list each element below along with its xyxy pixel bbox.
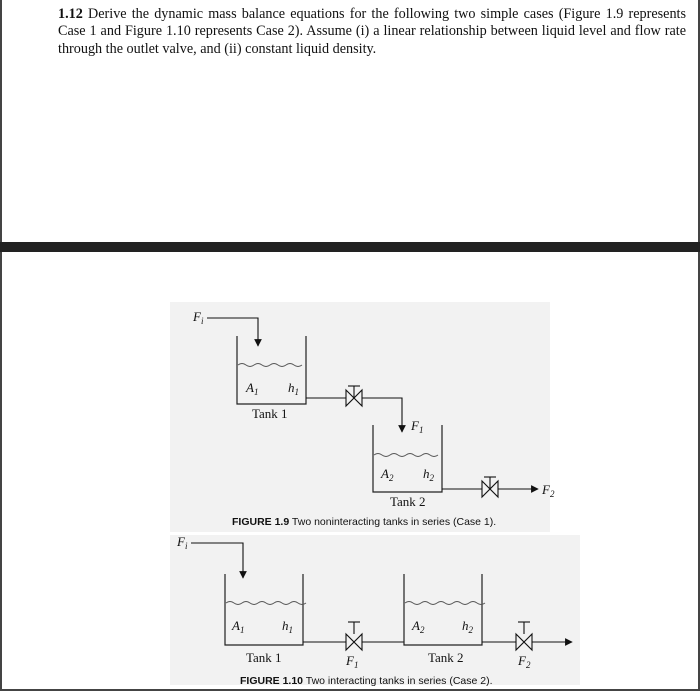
fig9-tank1-name: Tank 1 xyxy=(252,406,288,421)
section-divider xyxy=(0,242,700,252)
question-text xyxy=(58,6,686,58)
fig10-tank2-name: Tank 2 xyxy=(428,650,464,665)
figure-1-9 xyxy=(170,302,555,532)
fig9-tank2-name: Tank 2 xyxy=(390,494,426,509)
fig9-caption: FIGURE 1.9 Two noninteracting tanks in series (Case 1). xyxy=(232,516,497,528)
figure-1-9-background xyxy=(170,302,550,532)
fig9-flow1-label: $F_1$ xyxy=(411,418,424,435)
fig9-inlet-label: $F_i$ xyxy=(193,309,204,326)
fig9-tank2-level-label: $h_2$ xyxy=(423,466,434,483)
figures-diagram xyxy=(0,252,700,689)
fig10-tank1-name: Tank 1 xyxy=(246,650,282,665)
fig10-inlet-label: $F_i$ xyxy=(177,534,188,551)
fig10-outlet-label: $F_2$ xyxy=(518,653,531,670)
question-number: 1.12 xyxy=(58,6,83,22)
fig10-tank1-level-label: $h_1$ xyxy=(282,618,293,635)
question-body: Derive the dynamic mass balance equations for the following two simple cases (Figure 1.9 represents Case 1 and Figure 1.10 represents Case 2). Assume (i) a linear relationship between liquid level and flow rate through the outlet valve, and (ii) constant liquid density. xyxy=(58,6,686,57)
fig9-outlet-label: $F_2$ xyxy=(542,482,555,499)
fig9-tank2-area-label: $A_2$ xyxy=(381,466,394,483)
figure-1-10 xyxy=(170,534,580,687)
fig9-tank1-area-label: $A_1$ xyxy=(246,380,259,397)
fig9-tank1-level-label: $h_1$ xyxy=(288,380,299,397)
fig10-tank2-level-label: $h_2$ xyxy=(462,618,473,635)
fig10-tank2-area-label: $A_2$ xyxy=(412,618,425,635)
fig10-caption: FIGURE 1.10 Two interacting tanks in series (Case 2). xyxy=(240,675,493,687)
fig10-tank1-area-label: $A_1$ xyxy=(232,618,245,635)
fig10-flow1-label: $F_1$ xyxy=(346,653,359,670)
